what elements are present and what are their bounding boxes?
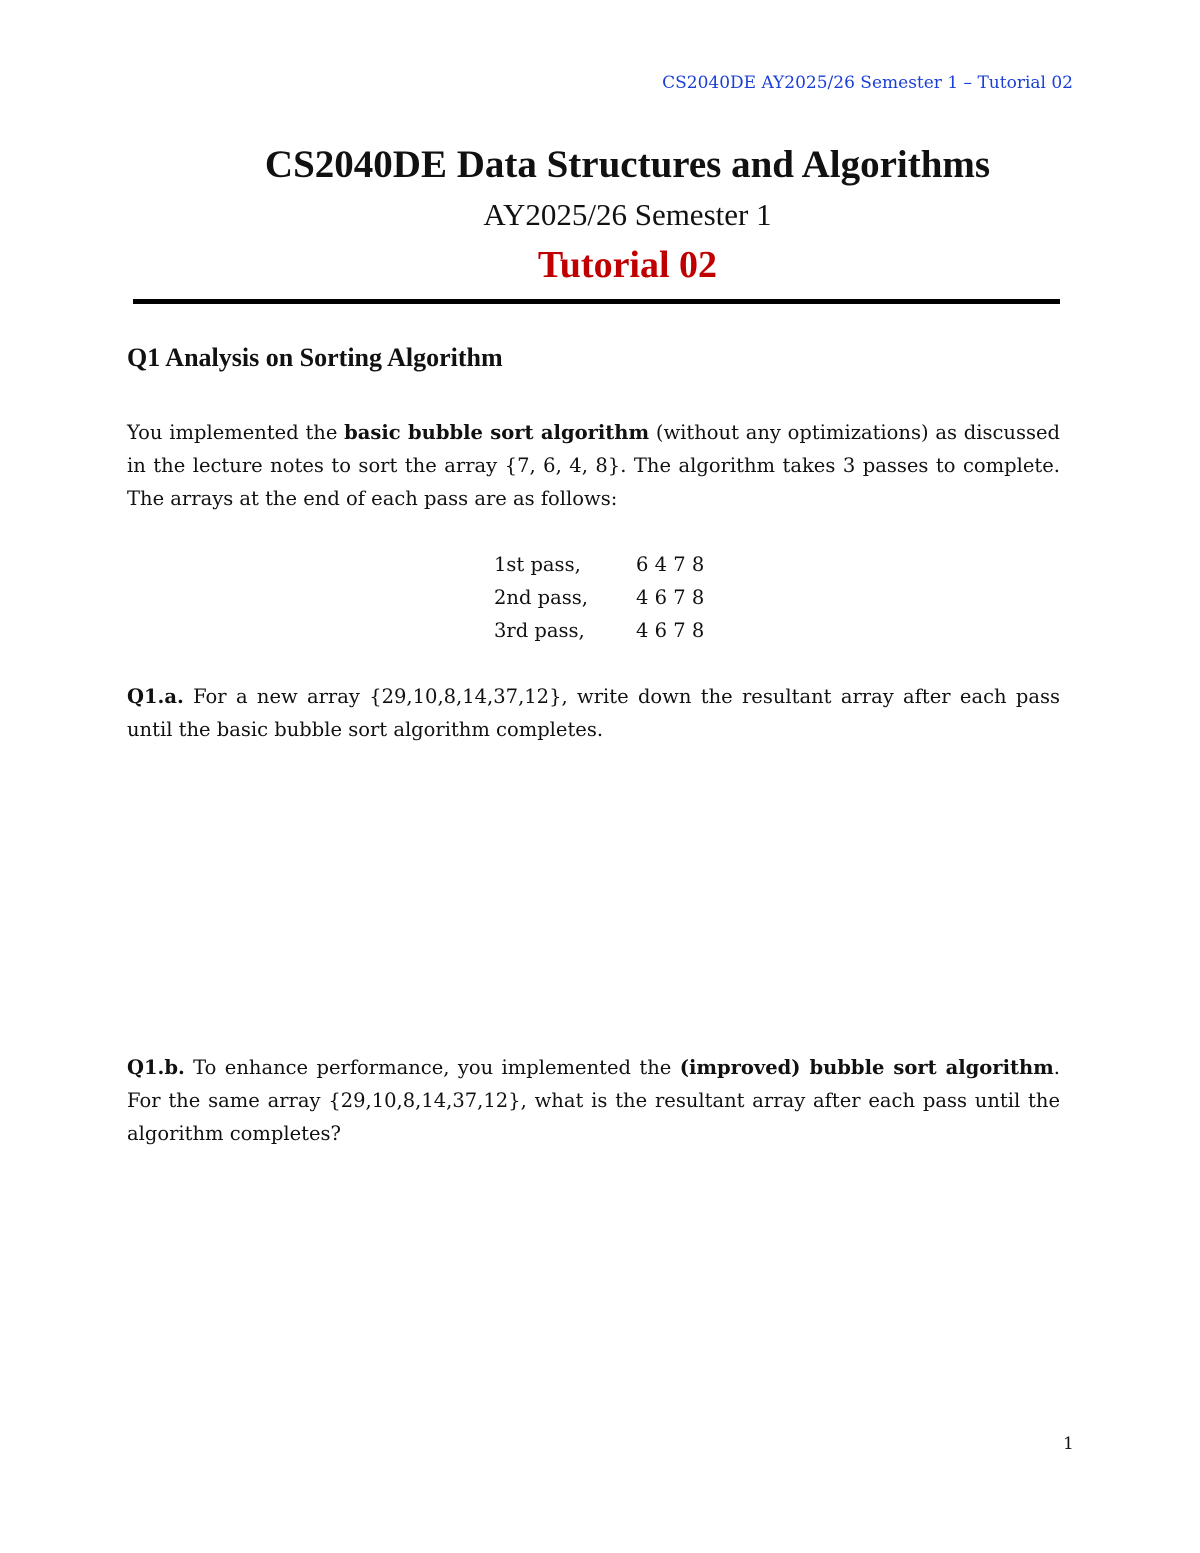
q1a-question xyxy=(127,680,1060,746)
pass-row xyxy=(494,548,754,581)
title-divider xyxy=(133,299,1060,304)
running-header: CS2040DE AY2025/26 Semester 1 – Tutorial 02 xyxy=(662,73,1073,93)
q1-heading: Q1 Analysis on Sorting Algorithm xyxy=(127,343,503,372)
semester-subtitle: AY2025/26 Semester 1 xyxy=(483,197,772,232)
q1b-question xyxy=(127,1051,1060,1150)
q1a-text: For a new array {29,10,8,14,37,12}, write down the resultant array after each pass until the basic bubble sort algorithm completes. xyxy=(127,685,1060,741)
q1-intro-text-1: You implemented the xyxy=(127,421,345,444)
page-number: 1 xyxy=(1063,1434,1074,1454)
pass-row xyxy=(494,581,754,614)
q1-intro-text-2: (without any optimizations) as discussed in the lecture notes to sort the array {7, 6, 4, 8}. The algorithm takes 3 passes to complete. The arrays at the end of each pass are as follows: xyxy=(127,421,1060,510)
pass-values: 6 4 7 8 xyxy=(636,553,705,576)
q1-intro-bold: basic bubble sort algorithm xyxy=(344,421,650,444)
pass-label: 3rd pass, xyxy=(494,619,585,642)
pass-table xyxy=(494,548,754,647)
pass-values: 4 6 7 8 xyxy=(636,586,705,609)
course-title: CS2040DE Data Structures and Algorithms xyxy=(264,143,991,186)
q1b-text-2: . For the same array {29,10,8,14,37,12}, what is the resultant array after each pass until the algorithm completes? xyxy=(127,1056,1060,1145)
pass-values: 4 6 7 8 xyxy=(636,619,705,642)
pass-label: 2nd pass, xyxy=(494,586,588,609)
q1b-text-1: To enhance performance, you implemented the xyxy=(184,1056,680,1079)
q1b-label: Q1.b. xyxy=(127,1056,185,1079)
q1b-bold: (improved) bubble sort algorithm xyxy=(679,1056,1054,1079)
pass-label: 1st pass, xyxy=(494,553,581,576)
pass-row xyxy=(494,614,754,647)
q1a-label: Q1.a. xyxy=(127,685,184,708)
q1-intro-paragraph xyxy=(127,416,1060,515)
tutorial-title: Tutorial 02 xyxy=(537,244,718,286)
